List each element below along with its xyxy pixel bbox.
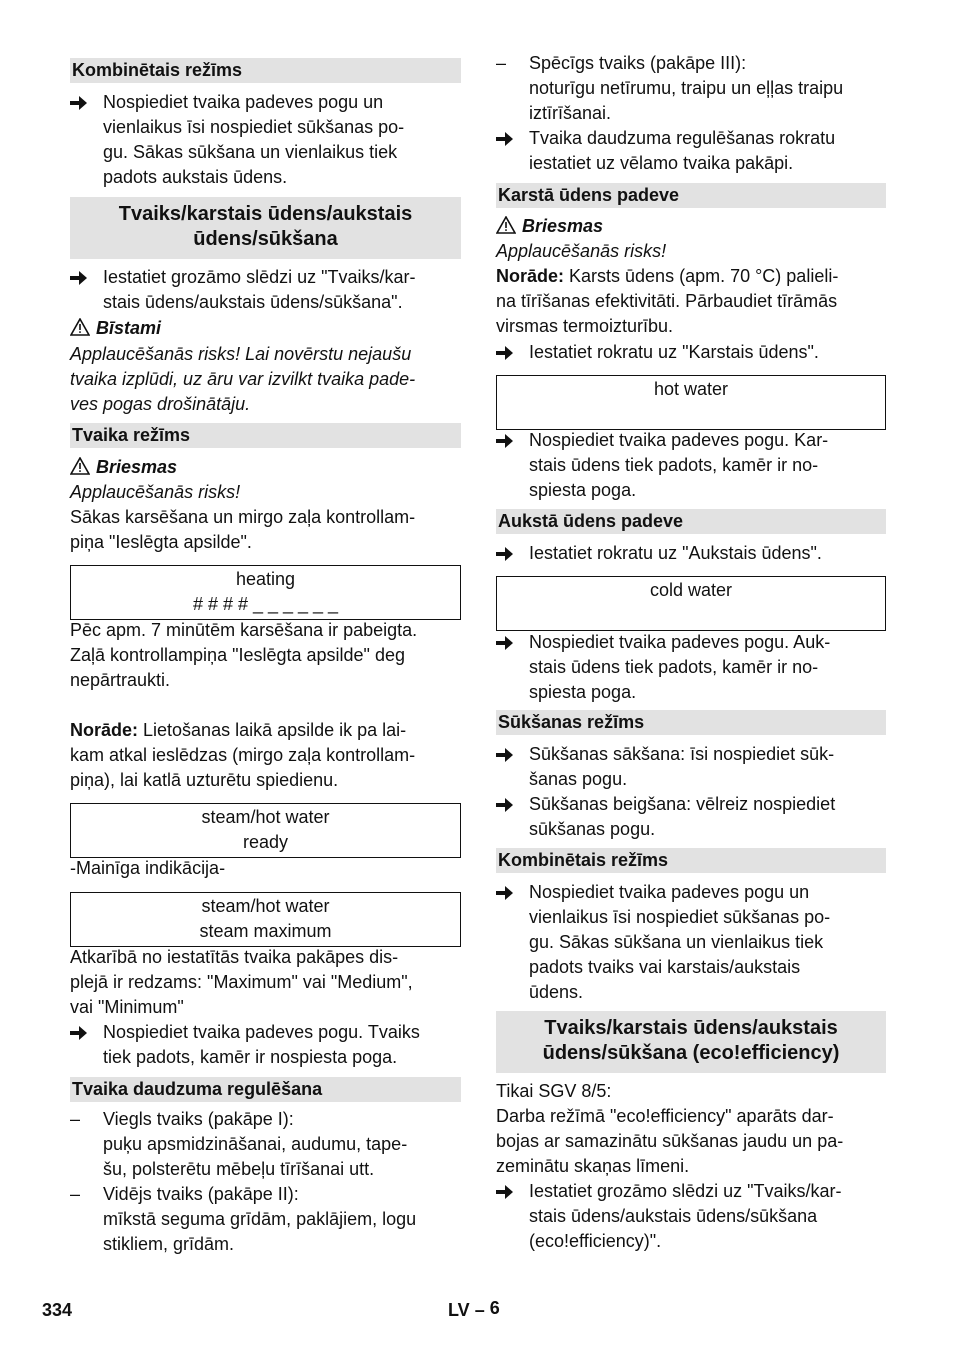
list-item [496, 541, 886, 566]
text-line: Iestatiet rokratu uz "Aukstais ūdens". [529, 543, 822, 563]
paragraph [496, 1104, 886, 1179]
text-line: Sūkšanas sākšana: īsi nospiediet sūk- [529, 744, 835, 764]
text-line: Iestatiet grozāmo slēdzi uz "Tvaiks/kar- [103, 267, 416, 287]
text-line: Sūkšanas beigšana: vēlreiz nospiediet [529, 794, 836, 814]
arrow-right-icon [70, 265, 100, 293]
paragraph: Tikai SGV 8/5: [496, 1081, 612, 1101]
dash-marker: – [70, 1109, 81, 1129]
list-item [496, 630, 886, 705]
heading-line: ūdens/sūkšana (eco!efficiency) [542, 1042, 840, 1064]
text-line: Zaļā kontrollampiņa "Ieslēgta apsilde" deg [70, 645, 405, 665]
heading-line: Tvaiks/karstais ūdens/aukstais [118, 203, 413, 225]
warning-triangle-icon [496, 216, 516, 241]
display-line: steam/hot water [201, 807, 330, 827]
text-line: Pēc apm. 7 minūtēm karsēšana ir pabeigta. [70, 620, 418, 640]
dash-list-item [70, 1182, 461, 1257]
text-line: kam atkal ieslēdzas (mirgo zaļa kontrollam- [70, 745, 416, 765]
text-line: Iestatiet grozāmo slēdzi uz "Tvaiks/kar- [529, 1181, 842, 1201]
text-line: šanas pogu. [529, 769, 628, 789]
text-line: bojas ar samazinātu sūkšanas jaudu un pa- [496, 1131, 844, 1151]
display-box-heating [70, 565, 461, 620]
text-line: gu. Sākas sūkšana un vienlaikus tiek [529, 932, 824, 952]
list-item [496, 428, 886, 503]
text-line: noturīgu netīrumu, traipu un eļļas traipu [529, 78, 844, 98]
section-heading-tvaika-rezims: Tvaika režīms [70, 423, 461, 448]
dash-list-item [496, 51, 886, 126]
list-item [496, 1179, 886, 1254]
dash-marker: – [496, 53, 507, 73]
lang-code: LV [448, 1300, 470, 1320]
list-item [496, 126, 886, 176]
display-box-ready [70, 803, 461, 858]
warning-heading [70, 455, 461, 482]
text-line: Nospiediet tvaika padeves pogu un [529, 882, 810, 902]
text-line: padots tvaiks vai karstais/aukstais [529, 957, 801, 977]
text-line: Sākas karsēšana un mirgo zaļa kontrollam- [70, 507, 416, 527]
text-line: stais ūdens/aukstais ūdens/sūkšana [529, 1206, 818, 1226]
display-line: # # # # _ _ _ _ _ _ [192, 594, 339, 614]
note-paragraph [496, 264, 886, 339]
warning-label: Briesmas [96, 457, 178, 477]
text-line: Darba režīmā "eco!efficiency" aparāts dar- [496, 1106, 834, 1126]
arrow-right-icon [496, 1179, 526, 1207]
list-item [496, 340, 886, 365]
text-line: gu. Sākas sūkšana un vienlaikus tiek [103, 142, 398, 162]
warning-label: Briesmas [522, 216, 604, 236]
text-line: stais ūdens tiek padots, kamēr ir no- [529, 455, 819, 475]
text-line: stais ūdens tiek padots, kamēr ir no- [529, 657, 819, 677]
dash-list-item [70, 1107, 461, 1182]
note-label: Norāde: [496, 266, 565, 286]
note-paragraph [70, 718, 461, 793]
text-line: Nospiediet tvaika padeves pogu. Auk- [529, 632, 831, 652]
list-item [70, 1020, 461, 1070]
warning-heading [496, 214, 886, 241]
list-item [496, 742, 886, 792]
heading-line: Tvaiks/karstais ūdens/aukstais [544, 1017, 838, 1039]
text-line: Karsts ūdens (apm. 70 °C) palieli- [564, 266, 839, 286]
warning-text [70, 342, 461, 417]
display-line: steam maximum [199, 921, 332, 941]
text-line: plejā ir redzams: "Maximum" vai "Medium", [70, 972, 413, 992]
arrow-right-icon [496, 742, 526, 770]
section-heading-suksanas: Sūkšanas režīms [496, 710, 886, 735]
text-line: (eco!efficiency)". [529, 1231, 662, 1251]
text-line: puķu apsmidzināšanai, audumu, tape- [103, 1134, 408, 1154]
text-line: Vidējs tvaiks (pakāpe II): [103, 1184, 299, 1204]
text-line: Atkarībā no iestatītās tvaika pakāpes dis- [70, 947, 399, 967]
text-line: Applaucēšanās risks! Lai novērstu nejaušu [70, 344, 412, 364]
text-line: Spēcīgs tvaiks (pakāpe III): [529, 53, 747, 73]
text-line: vienlaikus īsi nospiediet sūkšanas po- [103, 117, 405, 137]
arrow-right-icon [496, 880, 526, 908]
section-heading-karsta-udens: Karstā ūdens padeve [496, 183, 886, 208]
list-item [70, 265, 461, 315]
text-line: šu, polsterētu mēbeļu tīrīšanai utt. [103, 1159, 375, 1179]
display-line: steam/hot water [201, 896, 330, 916]
warning-label: Bīstami [96, 318, 162, 338]
section-heading-regulesana: Tvaika daudzuma regulēšana [70, 1077, 461, 1102]
text-line: piņa "Ieslēgta apsilde". [70, 532, 252, 552]
arrow-right-icon [496, 630, 526, 658]
warning-triangle-icon [70, 457, 90, 482]
arrow-right-icon [496, 126, 526, 154]
text-line: stikliem, grīdām. [103, 1234, 235, 1254]
text-line: Iestatiet rokratu uz "Karstais ūdens". [529, 342, 819, 362]
arrow-right-icon [70, 1020, 100, 1048]
note-label: Norāde: [70, 720, 139, 740]
text-line: ves pogas drošinātāju. [70, 394, 251, 414]
text-line: Nospiediet tvaika padeves pogu un [103, 92, 384, 112]
page-number: 334 [42, 1300, 73, 1320]
text-line: stais ūdens/aukstais ūdens/sūkšana". [103, 292, 403, 312]
arrow-right-icon [70, 90, 100, 118]
text-line: tiek padots, kamēr ir nospiesta poga. [103, 1047, 398, 1067]
paragraph: -Mainīga indikācija- [70, 858, 226, 878]
text-line: Viegls tvaiks (pakāpe I): [103, 1109, 294, 1129]
text-line: vienlaikus īsi nospiediet sūkšanas po- [529, 907, 831, 927]
display-box-steam-maximum [70, 892, 461, 947]
footer-dash: – [474, 1300, 485, 1320]
arrow-right-icon [496, 428, 526, 456]
text-line: na tīrīšanas efektivitāti. Pārbaudiet tīrāmās [496, 291, 838, 311]
text-line: spiesta poga. [529, 480, 637, 500]
arrow-right-icon [496, 340, 526, 368]
footer-lang-page [448, 1299, 500, 1321]
text-line: spiesta poga. [529, 682, 637, 702]
display-box-hot-water: hot water [496, 375, 886, 430]
section-heading-auksta-udens: Aukstā ūdens padeve [496, 509, 886, 534]
text-line: ūdens. [529, 982, 584, 1002]
section-heading-kombinetais: Kombinētais režīms [70, 58, 461, 83]
text-line: Nospiediet tvaika padeves pogu. Tvaiks [103, 1022, 420, 1042]
paragraph [70, 945, 461, 1020]
list-item [496, 792, 886, 842]
warning-triangle-icon [70, 318, 90, 343]
text-line: mīkstā seguma grīdām, paklājiem, logu [103, 1209, 417, 1229]
heading-line: ūdens/sūkšana [193, 228, 338, 250]
warning-text: Applaucēšanās risks! [70, 482, 241, 502]
dash-marker: – [70, 1184, 81, 1204]
paragraph [70, 618, 461, 693]
text-line: Nospiediet tvaika padeves pogu. Kar- [529, 430, 829, 450]
display-line: ready [242, 832, 289, 852]
text-line: virsmas termoizturību. [496, 316, 674, 336]
text-line: iztīrīšanai. [529, 103, 612, 123]
display-line: heating [235, 569, 296, 589]
text-line: tvaika izplūdi, uz āru var izvilkt tvaika pade- [70, 369, 416, 389]
arrow-right-icon [496, 541, 526, 569]
text-line: Tvaika daudzuma regulēšanas rokratu [529, 128, 836, 148]
text-line: nepārtraukti. [70, 670, 171, 690]
warning-text: Applaucēšanās risks! [496, 241, 667, 261]
text-line: piņa), lai katlā uzturētu spiedienu. [70, 770, 339, 790]
paragraph [70, 505, 461, 555]
text-line: vai "Minimum" [70, 997, 184, 1017]
text-line: iestatiet uz vēlamo tvaika pakāpi. [529, 153, 794, 173]
section-heading-tvaiks [70, 197, 461, 259]
text-line: zeminātu skaņas līmeni. [496, 1156, 690, 1176]
arrow-right-icon [496, 792, 526, 820]
text-line: padots aukstais ūdens. [103, 167, 288, 187]
list-item [70, 90, 461, 190]
list-item [496, 880, 886, 1005]
section-heading-eco-efficiency [496, 1011, 886, 1073]
text-line: sūkšanas pogu. [529, 819, 656, 839]
warning-heading [70, 316, 461, 343]
section-heading-kombinetais: Kombinētais režīms [496, 848, 886, 873]
display-box-cold-water: cold water [496, 576, 886, 631]
sub-page-number: 6 [489, 1298, 500, 1318]
text-line: Lietošanas laikā apsilde ik pa lai- [138, 720, 407, 740]
